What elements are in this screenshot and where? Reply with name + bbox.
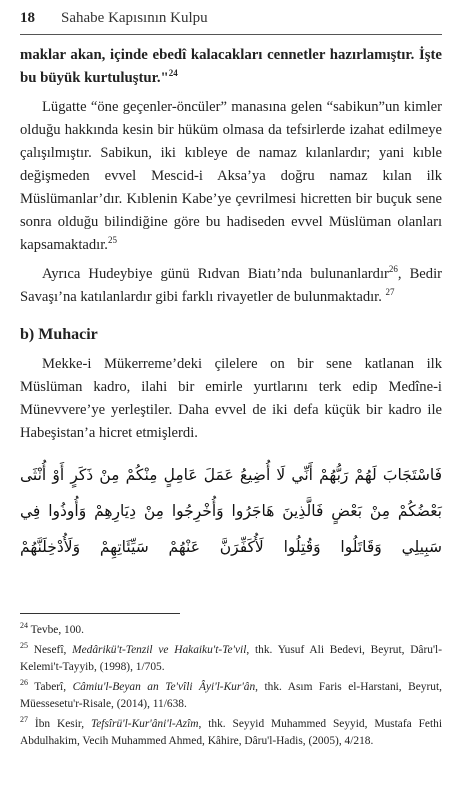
footnote-ref-27[interactable]: 27 (385, 287, 395, 298)
running-title: Sahabe Kapısının Kulpu (61, 10, 208, 26)
footnote-number: 26 (20, 678, 28, 688)
footnote-title: Câmiu'l-Beyan an Te'vîli Âyi'l-Kur'ân (72, 681, 256, 693)
footnote-author: İbn Kesir, (34, 718, 91, 730)
section-heading: b) Muhacir (20, 326, 98, 343)
header-rule (20, 34, 442, 35)
paragraph-text: Ayrıca Hudeybiye günü Rıdvan Biatı’nda bulunanlardır (42, 266, 389, 282)
paragraph-hudeybiye (20, 263, 442, 309)
footnote-details: , thk. Seyyid Muhammed Seyyid, Mustafa Fethi Abdulhakim, Vecih Muhammed Ahmed, Kâhire, Dâru'l-Hadis, (2005), 4/218. (20, 718, 442, 747)
quote-text: maklar akan, içinde ebedî kalacakları cennetler hazırlamıştır. İşte bu büyük kurtuluştur." (20, 47, 442, 86)
footnote-number: 27 (20, 715, 28, 725)
footnote-ref-25[interactable]: 25 (107, 235, 117, 246)
footnote-title: Medârikü't-Tenzil ve Hakaiku't-Te'vil (72, 644, 247, 656)
paragraph-muhacir: Mekke-i Mükerreme’deki çilelere on bir sene katlanan ilk Müslüman kadro, ilahi bir emirle yurtlarını terk edip Medîne-i Münevvere’ye yerleştiler. Daha evvel de iki defa küçük bir kadro ile Habeşistan’a hicret etmişlerdi. (20, 356, 442, 441)
footnote-number: 24 (20, 621, 28, 631)
paragraph-text: , Bedir Savaşı’na katılanlardır gibi farklı rivayetler de bulunmaktadır. (20, 266, 442, 305)
footnote-27 (20, 716, 442, 750)
footnote-26 (20, 679, 442, 713)
footnote-25 (20, 642, 442, 676)
footnote-details: , thk. Yusuf Ali Bedevi, Beyrut, Dâru'l-Kelemi't-Tayyib, (1998), 1/705. (20, 644, 442, 673)
page-number: 18 (20, 10, 35, 26)
page-header (20, 10, 442, 32)
footnotes (20, 622, 442, 753)
footnote-title: Tefsîrü'l-Kur'âni'l-Azîm (90, 718, 199, 730)
paragraph-sabikun (20, 96, 442, 257)
footnote-details: , thk. Asım Faris el-Harstani, Beyrut, Müessesetu'r-Risale, (2014), 11/638. (20, 681, 442, 710)
arabic-verse: فَاسْتَجَابَ لَهُمْ رَبُّهُمْ أَنِّي لَا أُضِيعُ عَمَلَ عَامِلٍ مِنْكُمْ مِنْ ذَكَرٍ أَوْ أُنْثَى بَعْضُكُمْ مِنْ بَعْضٍ فَالَّذِينَ هَاجَرُوا وَأُخْرِجُوا مِنْ دِيَارِهِمْ وَأُوذُوا فِي سَبِيلِي وَقَاتَلُوا وَقُتِلُوا لَأُكَفِّرَنَّ عَنْهُمْ سَيِّئَاتِهِمْ وَلَأُدْخِلَنَّهُمْ (20, 466, 442, 556)
footnote-author: Nesefî, (33, 644, 73, 656)
footnote-author: Taberî, (34, 681, 73, 693)
paragraph-text: Lügatte “öne geçenler-öncüler” manasına gelen “sabikun”un kimler olduğu hakkında kesin bir hüküm olmasa da tefsirlerde izahat edilmeye çalışılmıştır. Sabikun, iki kıbleye de namaz kılanlardır; yani kıble değişmeden evvel Mescid-i Aksa’ya doğru namaz kılan ilk Müslümanlar’dır. Kıblenin Kabe’ye çevrilmesi hicretten bir buçuk sene sonra olduğu bilindiğine göre bu hadiseden evvel Müslüman olanları kapsamaktadır. (20, 99, 442, 253)
footnote-ref-26[interactable]: 26 (388, 264, 398, 275)
footnote-rule (20, 613, 180, 614)
quote-continuation (20, 44, 442, 90)
main-content (20, 44, 442, 565)
footnote-ref-24[interactable]: 24 (168, 68, 178, 79)
footnote-number: 25 (20, 641, 28, 651)
footnote-text: Tevbe, 100. (30, 624, 84, 636)
footnote-24 (20, 622, 442, 639)
